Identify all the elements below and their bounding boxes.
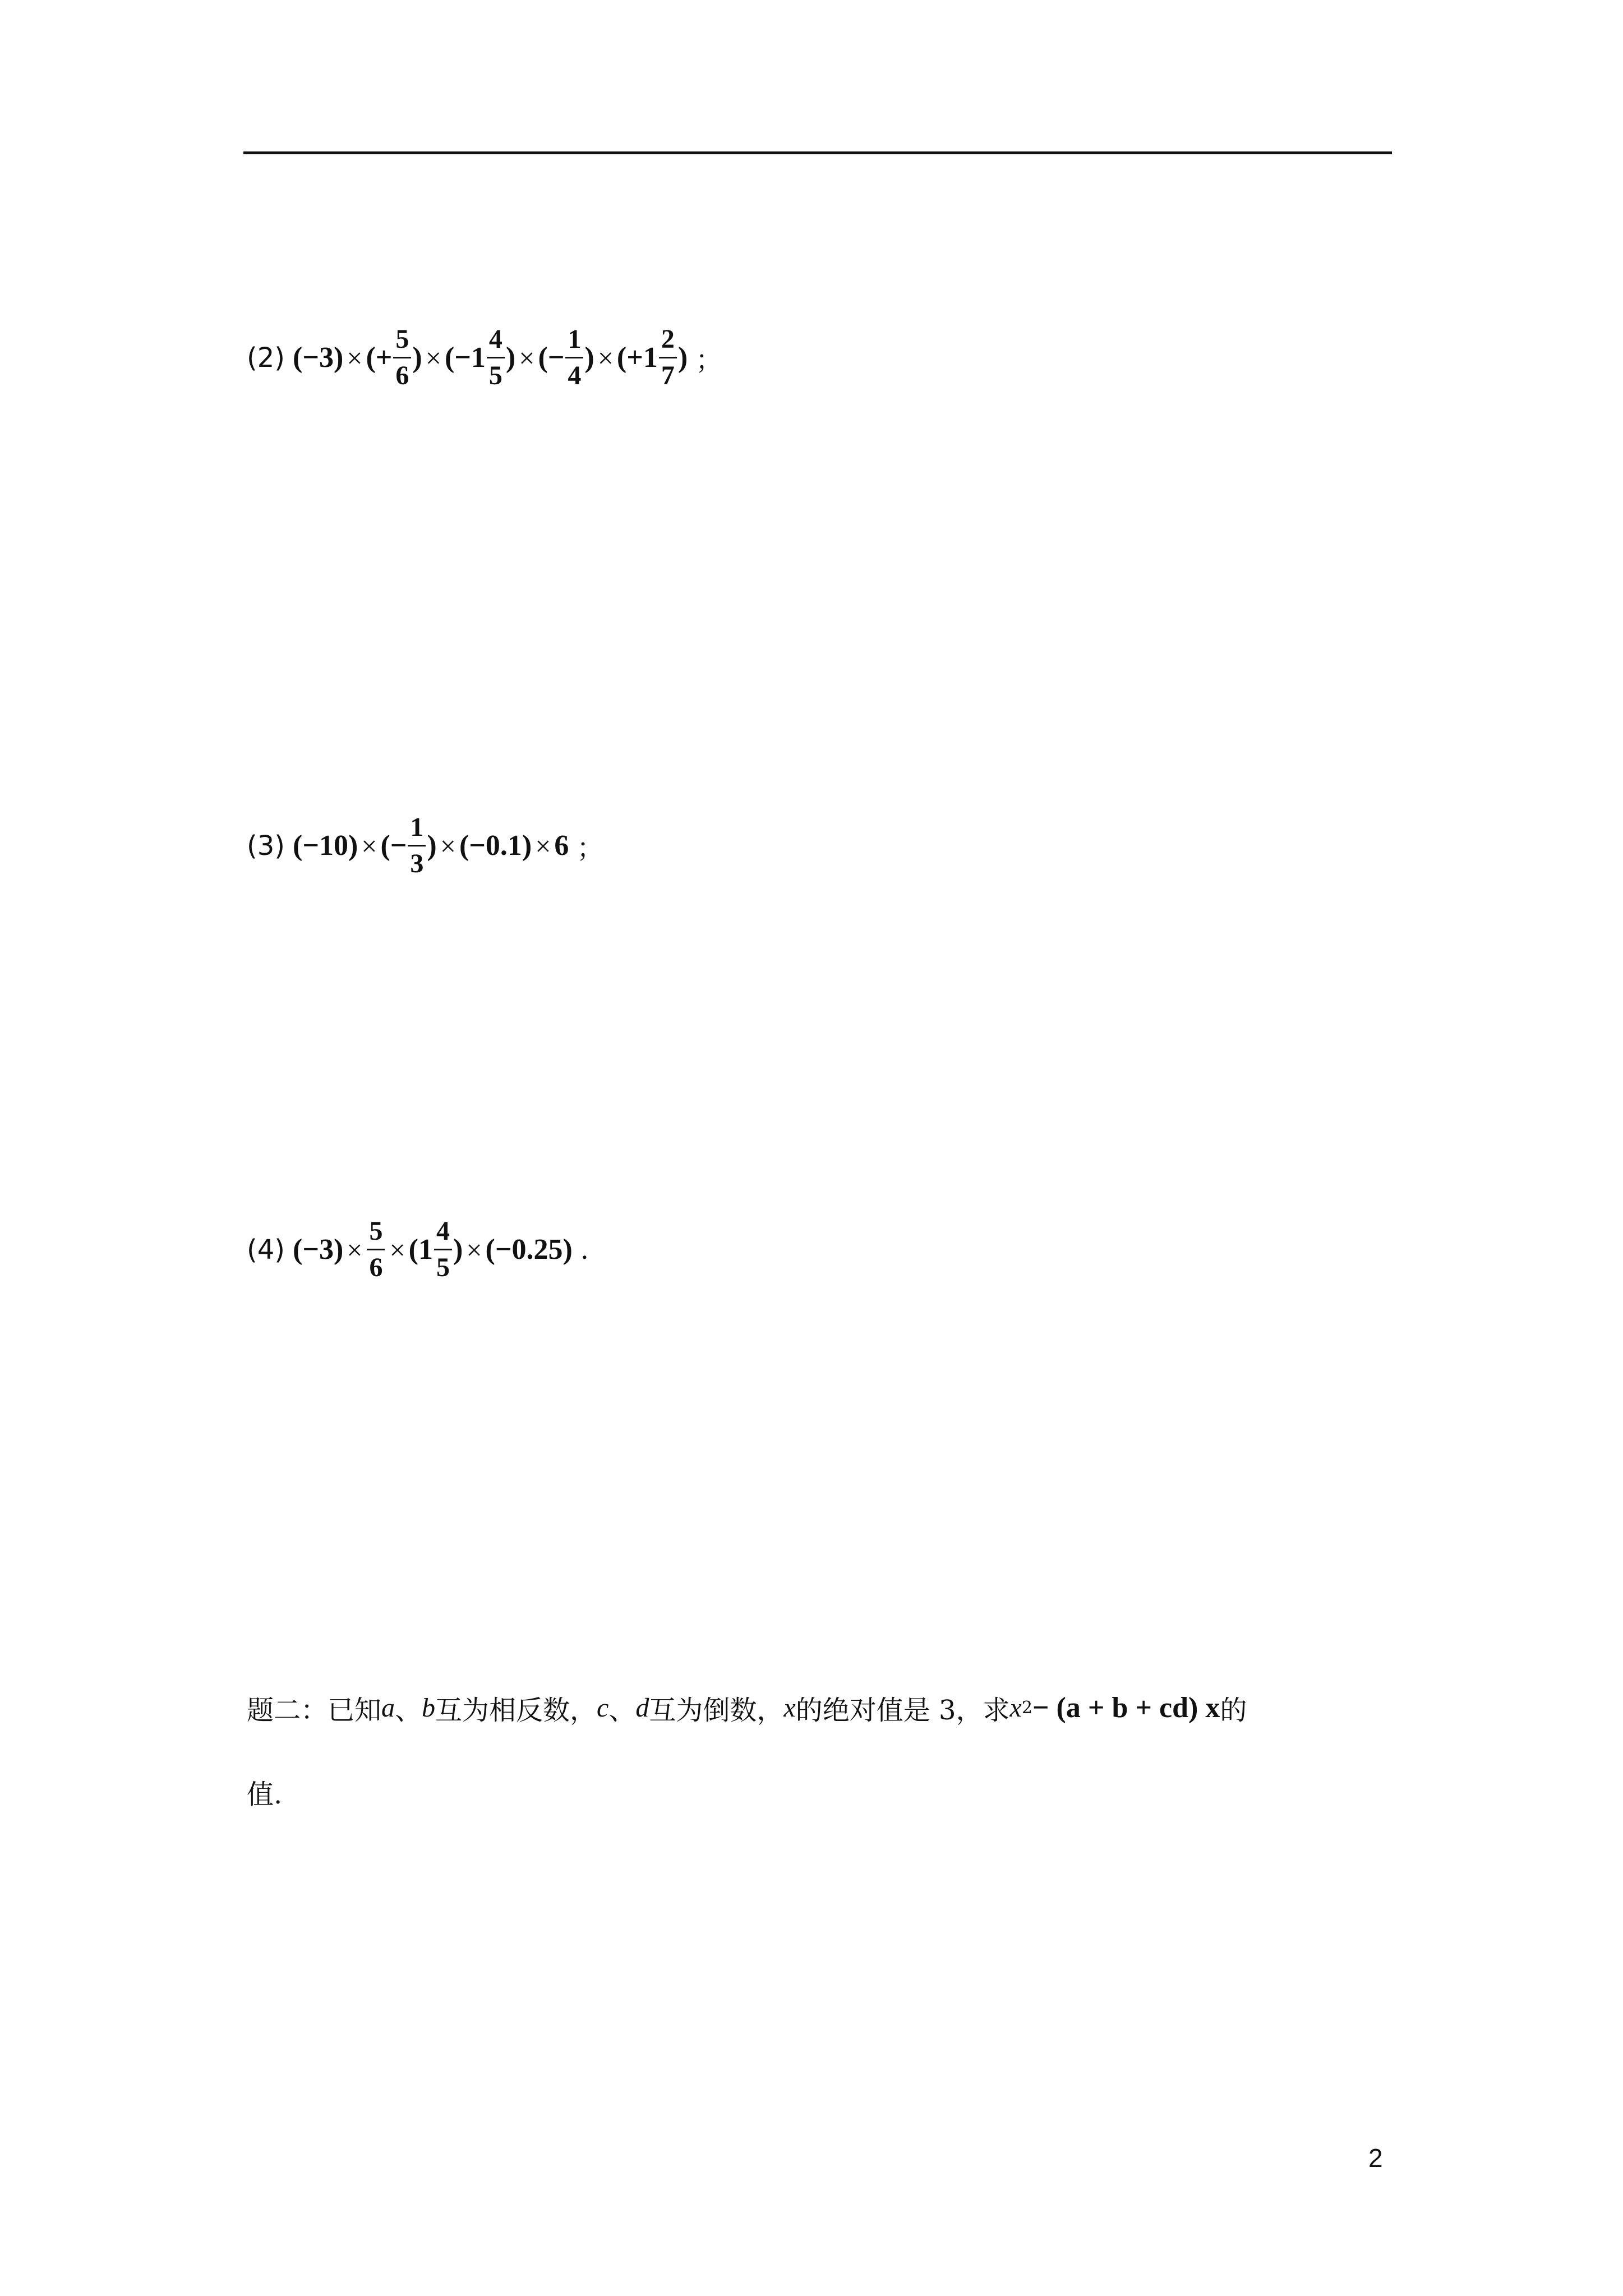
term: 6 — [554, 830, 569, 862]
fraction — [393, 325, 411, 390]
numerator: 1 — [565, 325, 583, 358]
numerator: 4 — [487, 325, 505, 358]
term-open: (1 — [408, 1234, 433, 1266]
term: (−0.1) — [459, 830, 532, 862]
separator: 、 — [608, 1695, 636, 1726]
times-sign: × — [440, 830, 456, 862]
problem-number: (3) — [247, 830, 285, 862]
header-rule — [243, 151, 1392, 154]
term: (−10) — [293, 830, 358, 862]
times-sign: × — [535, 830, 551, 862]
term-open: (−1 — [444, 342, 486, 374]
end-punctuation: . — [580, 1234, 589, 1266]
times-sign: × — [347, 1234, 363, 1266]
term-close: ) — [584, 342, 594, 374]
problem-4 — [247, 1217, 589, 1282]
question-2-line-2: 值. — [247, 1779, 283, 1810]
denominator: 7 — [661, 361, 675, 391]
denominator: 3 — [410, 849, 424, 879]
problem-number: (4) — [247, 1234, 285, 1266]
term-close: ) — [412, 342, 422, 374]
numerator: 1 — [408, 813, 426, 846]
fraction — [408, 813, 426, 878]
variable-x: x — [783, 1693, 796, 1723]
term: (−3) — [293, 1234, 344, 1266]
fraction — [659, 325, 677, 390]
times-sign: × — [466, 1234, 482, 1266]
denominator: 5 — [488, 361, 502, 391]
numerator: 4 — [434, 1217, 452, 1250]
variable-a: a — [381, 1693, 395, 1723]
denominator: 6 — [395, 361, 409, 391]
problem-number: (2) — [247, 342, 285, 374]
variable-d: d — [635, 1693, 649, 1723]
denominator: 4 — [568, 361, 582, 391]
expression-x: x — [1009, 1693, 1022, 1723]
question-2-line-1 — [247, 1688, 1247, 1727]
times-sign: × — [597, 342, 614, 374]
term-close: ) — [453, 1234, 463, 1266]
term-close: ) — [427, 830, 437, 862]
term-close: ) — [677, 342, 688, 374]
term: (−0.25) — [485, 1234, 573, 1266]
variable-c: c — [597, 1693, 609, 1723]
page-number: 2 — [1368, 2143, 1383, 2173]
end-punctuation: ； — [695, 344, 723, 376]
fraction — [367, 1217, 385, 1282]
exponent: 2 — [1021, 1698, 1032, 1718]
term: (−3) — [293, 342, 344, 374]
denominator: 6 — [369, 1253, 383, 1283]
times-sign: × — [519, 342, 535, 374]
times-sign: × — [361, 830, 377, 862]
numerator: 2 — [659, 325, 677, 358]
variable-b: b — [422, 1693, 436, 1723]
term-open: (− — [538, 342, 565, 374]
fraction — [434, 1217, 452, 1282]
end-punctuation: ； — [577, 832, 604, 864]
separator: 、 — [395, 1695, 422, 1726]
numerator: 5 — [367, 1217, 385, 1250]
question-text: 的绝对值是 3，求 — [795, 1695, 1010, 1726]
question-text: 的 — [1220, 1695, 1247, 1726]
numerator: 5 — [393, 325, 411, 358]
expression: − (a + b + cd) x — [1032, 1692, 1220, 1724]
term-open: (+ — [366, 342, 393, 374]
times-sign: × — [425, 342, 441, 374]
denominator: 5 — [436, 1253, 450, 1283]
question-text: 互为倒数， — [649, 1695, 784, 1726]
times-sign: × — [347, 342, 363, 374]
fraction — [487, 325, 505, 390]
term-open: (+1 — [616, 342, 658, 374]
question-text: 题二：已知 — [247, 1695, 382, 1726]
problem-3 — [247, 813, 603, 878]
problem-2 — [247, 325, 722, 390]
question-text: 互为相反数， — [435, 1695, 597, 1726]
term-open: (− — [380, 830, 407, 862]
times-sign: × — [389, 1234, 405, 1266]
term-close: ) — [505, 342, 516, 374]
fraction — [565, 325, 583, 390]
